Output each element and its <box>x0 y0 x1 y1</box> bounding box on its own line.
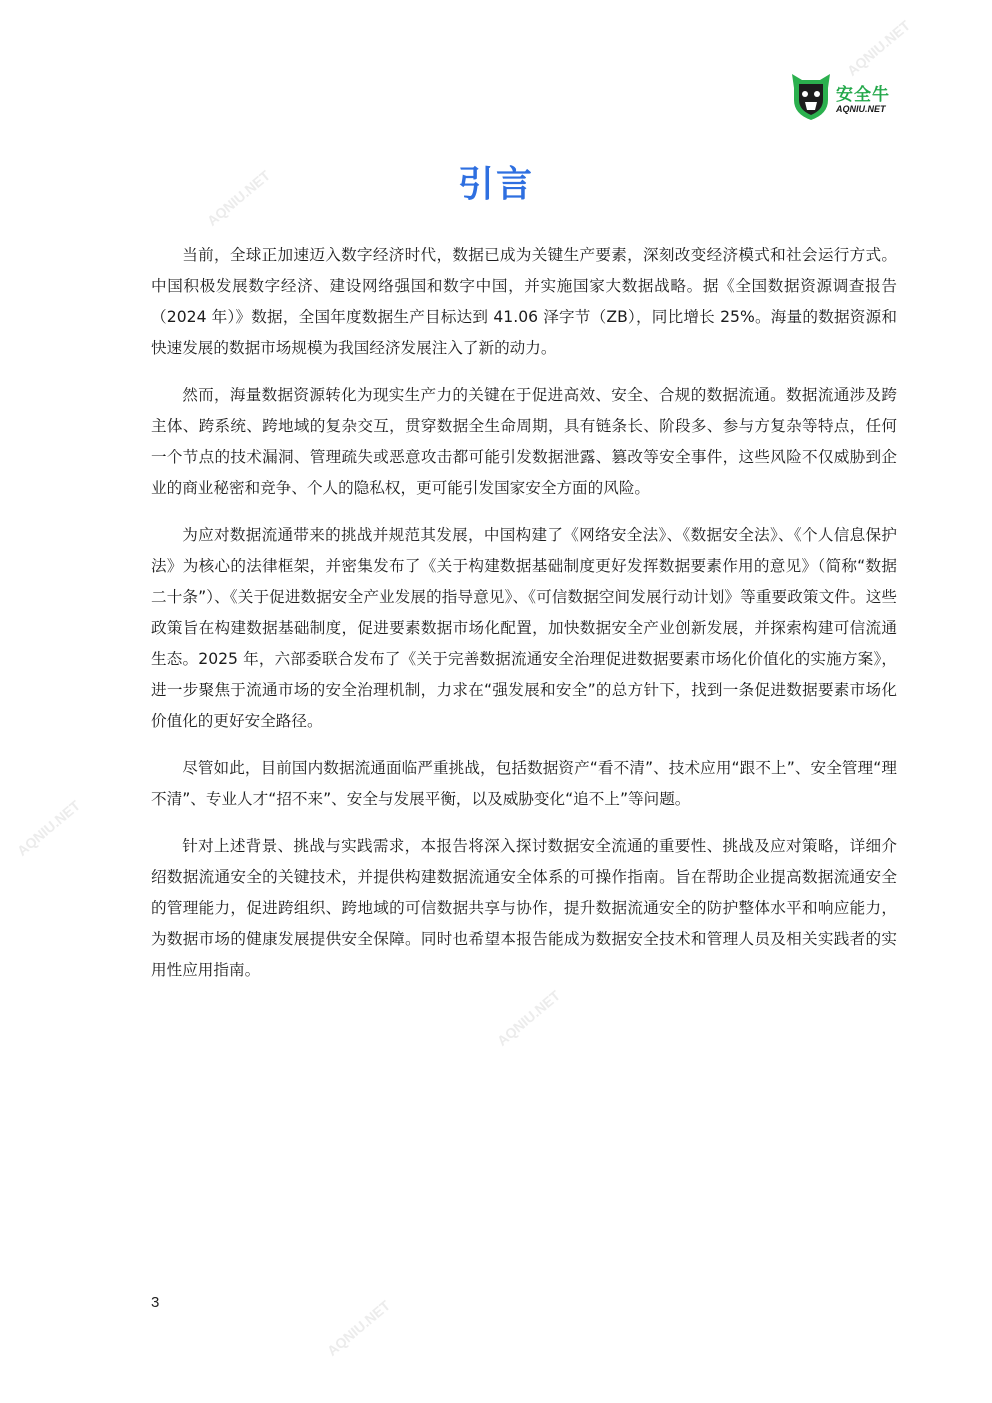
watermark: AQNIU.NET <box>203 167 274 229</box>
watermark: AQNIU.NET <box>323 1297 394 1359</box>
watermark: AQNIU.NET <box>13 797 84 859</box>
body-text <box>151 240 897 1002</box>
paragraph: 当前，全球正加速迈入数字经济时代，数据已成为关键生产要素，深刻改变经济模式和社会运行方式。中国积极发展数字经济、建设网络强国和数字中国，并实施国家大数据战略。据《全国数据资源调查报告（2024 年）》数据，全国年度数据生产目标达到 41.06 泽字节（ZB），同比增长 25%。海量的数据资源和快速发展的数据市场规模为我国经济发展注入了新的动力。 <box>151 246 897 357</box>
watermark: AQNIU.NET <box>843 17 914 79</box>
page-title: 引言 <box>457 164 534 205</box>
brand-logo <box>788 70 900 124</box>
watermark: AQNIU.NET <box>493 987 564 1049</box>
paragraph: 针对上述背景、挑战与实践需求，本报告将深入探讨数据安全流通的重要性、挑战及应对策略，详细介绍数据流通安全的关键技术，并提供构建数据流通安全体系的可操作指南。旨在帮助企业提高数据流通安全的管理能力，促进跨组织、跨地域的可信数据共享与协作，提升数据流通安全的防护整体水平和响应能力，为数据市场的健康发展提供安全保障。同时也希望本报告能成为数据安全技术和管理人员及相关实践者的实用性应用指南。 <box>151 837 897 979</box>
paragraph: 为应对数据流通带来的挑战并规范其发展，中国构建了《网络安全法》、《数据安全法》、《个人信息保护法》为核心的法律框架，并密集发布了《关于构建数据基础制度更好发挥数据要素作用的意见》（简称“数据二十条”）、《关于促进数据安全产业发展的指导意见》、《可信数据空间发展行动计划》等重要政策文件。这些政策旨在构建数据基础制度，促进要素数据市场化配置，加快数据安全产业创新发展，并探索构建可信流通生态。2025 年，六部委联合发布了《关于完善数据流通安全治理促进数据要素市场化价值化的实施方案》，进一步聚焦于流通市场的安全治理机制，力求在“强发展和安全”的总方针下，找到一条促进数据要素市场化价值化的更好安全路径。 <box>151 526 897 730</box>
paragraph: 然而，海量数据资源转化为现实生产力的关键在于促进高效、安全、合规的数据流通。数据流通涉及跨主体、跨系统、跨地域的复杂交互，贯穿数据全生命周期，具有链条长、阶段多、参与方复杂等特点，任何一个节点的技术漏洞、管理疏失或恶意攻击都可能引发数据泄露、篡改等安全事件，这些风险不仅威胁到企业的商业秘密和竞争、个人的隐私权，更可能引发国家安全方面的风险。 <box>151 386 897 497</box>
bull-shield-icon <box>788 70 834 122</box>
page-number: 3 <box>151 1294 160 1311</box>
paragraph: 尽管如此，目前国内数据流通面临严重挑战，包括数据资产“看不清”、技术应用“跟不上”、安全管理“理不清”、专业人才“招不来”、安全与发展平衡，以及威胁变化“追不上”等问题。 <box>151 759 897 808</box>
logo-subtext: AQNIU.NET <box>836 104 886 114</box>
logo-text: 安全牛 <box>836 85 890 105</box>
